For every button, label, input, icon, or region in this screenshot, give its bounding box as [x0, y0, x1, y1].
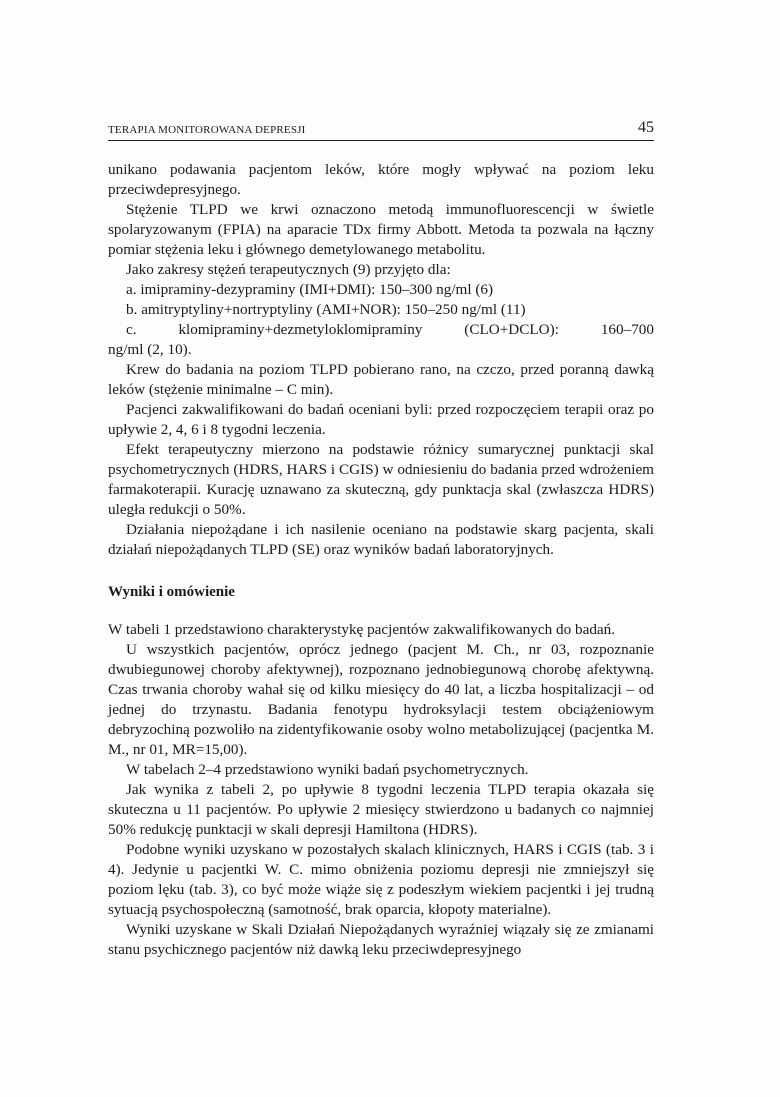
paragraph: Pacjenci zakwalifikowani do badań oceniani byli: przed rozpoczęciem terapii oraz po upływie 2, 4, 6 i 8 tygodni leczenia. [108, 401, 654, 438]
page-number: 45 [638, 119, 654, 136]
paragraph: Efekt terapeutyczny mierzono na podstawie różnicy sumarycznej punktacji skal psychometrycznych (HDRS, HARS i CGIS) w odniesieniu do badania przed wdrożeniem farmakoterapii. Kurację uznawano za skuteczną, gdy punktacja skal (zwłaszcza HDRS) uległa redukcji o 50%. [108, 441, 654, 518]
paragraph: Wyniki uzyskane w Skali Działań Niepożądanych wyraźniej wiązały się ze zmianami stanu psychicznego pacjentów niż dawką leku przeciwdepresyjnego [108, 921, 654, 958]
paragraph: Jako zakresy stężeń terapeutycznych (9) przyjęto dla: [126, 261, 451, 278]
paragraph: Podobne wyniki uzyskano w pozostałych skalach klinicznych, HARS i CGIS (tab. 3 i 4). Jedynie u pacjentki W. C. mimo obniżenia poziomu depresji nie zmniejszył się poziom lęku (tab. 3), co być może wiąże się z podeszłym wiekiem pacjentki i jej trudną sytuacją psychospołeczną (samotność, brak oparcia, kłopoty materialne). [108, 841, 654, 918]
paragraph: U wszystkich pacjentów, oprócz jednego (pacjent M. Ch., nr 03, rozpoznanie dwubiegunowej choroby afektywnej), rozpoznano jednobiegunową chorobę afektywną. Czas trwania choroby wahał się od kilku miesięcy do 40 lat, a liczba hospitalizacji – od jednej do trzynastu. Badania fenotypu hydroksylacji testem obciążeniowym debryzochiną pozwoliło na zidentyfikowanie osoby wolno metabolizującej (pacjentka M. M., nr 01, MR=15,00). [108, 641, 654, 758]
paragraph: Działania niepożądane i ich nasilenie oceniano na podstawie skarg pacjenta, skali działań niepożądanych TLPD (SE) oraz wyników badań laboratoryjnych. [108, 521, 654, 558]
paragraph: unikano podawania pacjentom leków, które mogły wpływać na poziom leku przeciwdepresyjnego. [108, 161, 654, 198]
paragraph: Krew do badania na poziom TLPD pobierano rano, na czczo, przed poranną dawką leków (stężenie minimalne – C min). [108, 361, 654, 398]
therapeutic-range-item: c. klomipraminy+dezmetyloklomipraminy (CLO+DCLO): 160–700 [126, 321, 654, 338]
therapeutic-range-item: a. imipraminy-dezypraminy (IMI+DMI): 150–300 ng/ml (6) [126, 281, 494, 298]
running-head: TERAPIA MONITOROWANA DEPRESJI [108, 124, 306, 136]
paragraph: W tabeli 1 przedstawiono charakterystykę pacjentów zakwalifikowanych do badań. [108, 621, 616, 638]
section-heading: Wyniki i omówienie [108, 584, 235, 600]
paragraph: W tabelach 2–4 przedstawiono wyniki badań psychometrycznych. [126, 761, 529, 778]
paragraph: Stężenie TLPD we krwi oznaczono metodą immunofluorescencji w świetle spolaryzowanym (FPIA) na aparacie TDx firmy Abbott. Metoda ta pozwala na łączny pomiar stężenia leku i głównego demetylowanego metabolitu. [108, 201, 654, 258]
therapeutic-range-item-continuation: ng/ml (2, 10). [108, 341, 192, 358]
body-text [108, 160, 654, 960]
page-header [108, 118, 654, 141]
paragraph: Jak wynika z tabeli 2, po upływie 8 tygodni leczenia TLPD terapia okazała się skuteczna u 11 pacjentów. Po upływie 2 miesięcy stwierdzono u badanych co najmniej 50% redukcję punktacji w skali depresji Hamiltona (HDRS). [108, 781, 654, 838]
therapeutic-range-item: b. amitryptyliny+nortryptyliny (AMI+NOR): 150–250 ng/ml (11) [126, 301, 526, 318]
